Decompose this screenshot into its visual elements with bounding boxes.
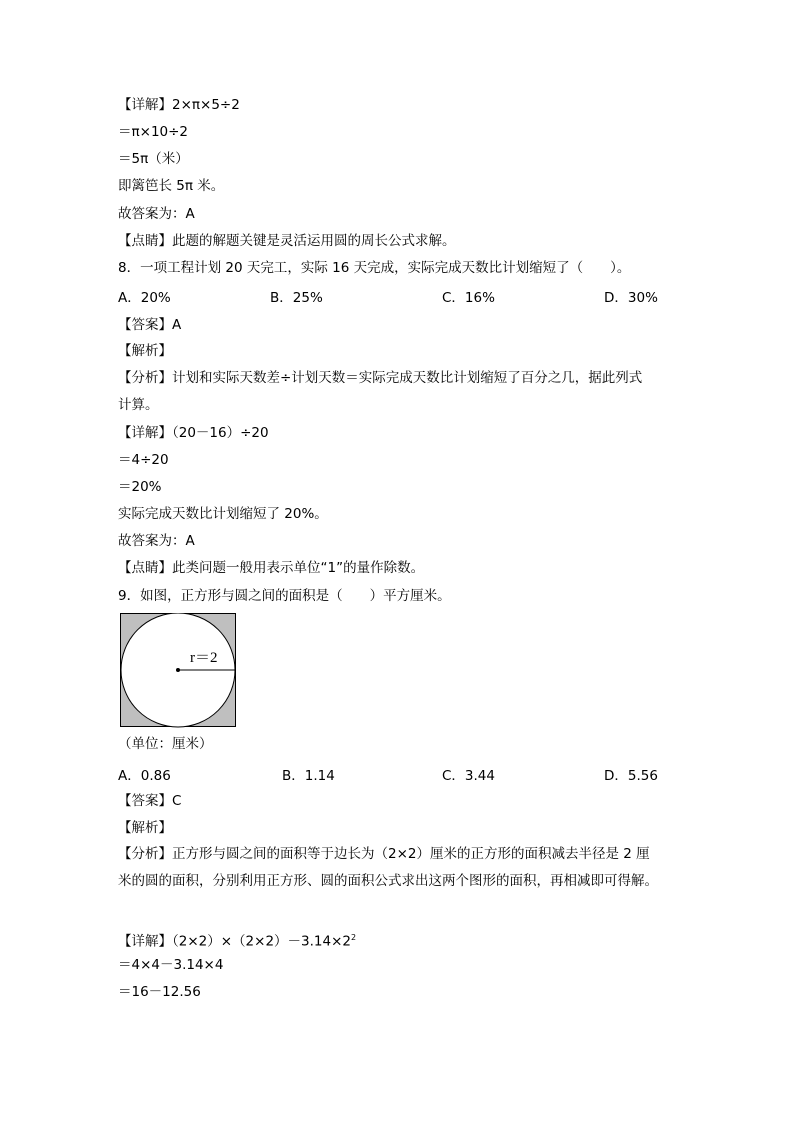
q8-option-c: C．16% — [442, 290, 495, 306]
text-line: 计算。 — [118, 397, 159, 413]
text-line: 【解析】 — [118, 343, 172, 359]
q8-option-b: B．25% — [270, 290, 323, 306]
text-line — [118, 929, 356, 951]
text-line: 故答案为：A — [118, 533, 195, 549]
question-9: 9．如图，正方形与圆之间的面积是（ ）平方厘米。 — [118, 588, 451, 604]
q9-option-d: D．5.56 — [604, 768, 658, 784]
detail-text: 【详解】（2×2）×（2×2）－3.14×2 — [118, 933, 351, 950]
text-line: 【答案】A — [118, 317, 182, 333]
q9-option-c: C．3.44 — [442, 768, 495, 784]
exponent: 2 — [351, 933, 357, 942]
square-circle-figure — [120, 613, 238, 729]
question-8: 8．一项工程计划 20 天完工，实际 16 天完成，实际完成天数比计划缩短了（ ）。 — [118, 260, 631, 276]
text-line: 【详解】2×π×5÷2 — [118, 97, 240, 113]
text-line: 【分析】正方形与圆之间的面积等于边长为（2×2）厘米的正方形的面积减去半径是 2 厘 — [118, 846, 650, 862]
text-line: 实际完成天数比计划缩短了 20%。 — [118, 506, 328, 522]
q9-option-b: B．1.14 — [282, 768, 335, 784]
text-line: ＝4÷20 — [118, 452, 169, 468]
text-line: ＝π×10÷2 — [118, 124, 189, 140]
text-line: ＝4×4－3.14×4 — [118, 957, 224, 973]
q8-option-d: D．30% — [604, 290, 658, 306]
text-line: 即篱笆长 5π 米。 — [118, 178, 225, 194]
text-line: 【点睛】此题的解题关键是灵活运用圆的周长公式求解。 — [118, 233, 456, 249]
center-dot — [176, 668, 180, 672]
text-line: 故答案为：A — [118, 206, 195, 222]
figure-caption: （单位：厘米） — [118, 736, 213, 752]
q9-option-a: A．0.86 — [118, 768, 171, 784]
radius-label: r＝2 — [190, 650, 218, 666]
text-line: 【点睛】此类问题一般用表示单位“1”的量作除数。 — [118, 560, 425, 576]
text-line: 米的圆的面积，分别利用正方形、圆的面积公式求出这两个图形的面积，再相减即可得解。 — [118, 873, 658, 889]
text-line: 【分析】计划和实际天数差÷计划天数＝实际完成天数比计划缩短了百分之几，据此列式 — [118, 370, 643, 386]
text-line: 【解析】 — [118, 820, 172, 836]
text-line: 【答案】C — [118, 793, 182, 809]
text-line: ＝16－12.56 — [118, 984, 201, 1000]
text-line: 【详解】（20－16）÷20 — [118, 425, 269, 441]
text-line: ＝5π（米） — [118, 151, 189, 167]
q8-option-a: A．20% — [118, 290, 171, 306]
text-line: ＝20% — [118, 479, 162, 495]
